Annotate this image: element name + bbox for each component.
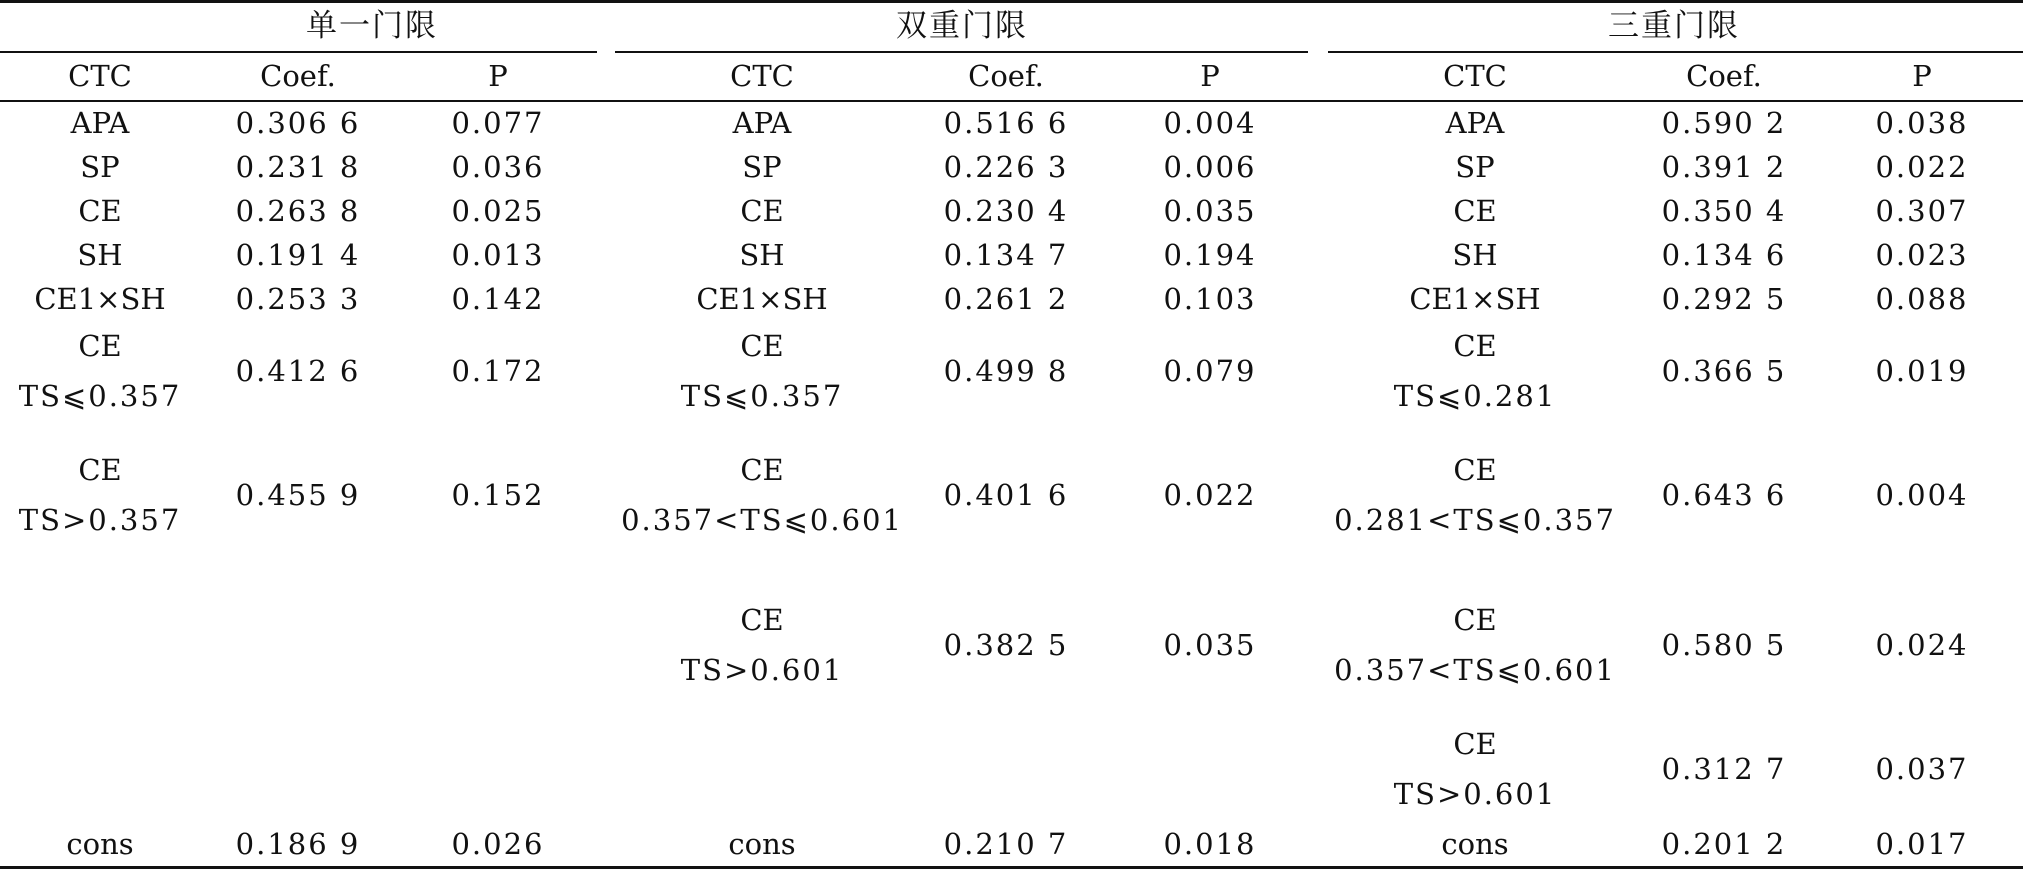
p-value-cell: 0.026 bbox=[451, 827, 545, 861]
coef-cell: 0.306 6 bbox=[235, 106, 361, 140]
row-label: APA bbox=[70, 106, 130, 140]
coef-cell: 0.350 4 bbox=[1661, 194, 1787, 228]
column-header: Coef. bbox=[968, 59, 1044, 93]
p-value-cell: 0.017 bbox=[1875, 827, 1969, 861]
row-label: SP bbox=[80, 150, 120, 184]
p-value-cell: 0.022 bbox=[1163, 478, 1257, 512]
group-title: 三重门限 bbox=[1608, 8, 1740, 44]
p-value-cell: 0.038 bbox=[1875, 106, 1969, 140]
coef-cell: 0.590 2 bbox=[1661, 106, 1787, 140]
header-bottom-rule bbox=[0, 100, 2023, 102]
row-label: cons bbox=[728, 827, 796, 861]
column-header: P bbox=[1200, 59, 1220, 93]
row-label: SH bbox=[1452, 238, 1498, 272]
coef-cell: 0.312 7 bbox=[1661, 752, 1787, 786]
row-label: CE1×SH bbox=[696, 282, 828, 316]
coef-cell: 0.382 5 bbox=[943, 628, 1069, 662]
p-value-cell: 0.025 bbox=[451, 194, 545, 228]
coef-cell: 0.210 7 bbox=[943, 827, 1069, 861]
coef-cell: 0.253 3 bbox=[235, 282, 361, 316]
p-value-cell: 0.103 bbox=[1163, 282, 1257, 316]
coef-cell: 0.263 8 bbox=[235, 194, 361, 228]
coef-cell: 0.412 6 bbox=[235, 354, 361, 388]
p-value-cell: 0.307 bbox=[1875, 194, 1969, 228]
p-value-cell: 0.142 bbox=[451, 282, 545, 316]
row-label-condition: TS⩽0.357 bbox=[18, 379, 182, 413]
coef-cell: 0.191 4 bbox=[235, 238, 361, 272]
p-value-cell: 0.172 bbox=[451, 354, 545, 388]
p-value-cell: 0.023 bbox=[1875, 238, 1969, 272]
p-value-cell: 0.077 bbox=[451, 106, 545, 140]
coef-cell: 0.516 6 bbox=[943, 106, 1069, 140]
coef-cell: 0.134 7 bbox=[943, 238, 1069, 272]
row-label-condition: TS>0.357 bbox=[18, 503, 182, 537]
group-underline bbox=[0, 51, 597, 53]
coef-cell: 0.580 5 bbox=[1661, 628, 1787, 662]
p-value-cell: 0.004 bbox=[1875, 478, 1969, 512]
column-header: P bbox=[488, 59, 508, 93]
row-label: CE1×SH bbox=[1409, 282, 1541, 316]
coef-cell: 0.134 6 bbox=[1661, 238, 1787, 272]
row-label: APA bbox=[1445, 106, 1505, 140]
table-top-rule bbox=[0, 0, 2023, 3]
coef-cell: 0.226 3 bbox=[943, 150, 1069, 184]
row-label-condition: TS>0.601 bbox=[1393, 777, 1557, 811]
row-label: CE bbox=[1453, 194, 1497, 228]
group-title: 单一门限 bbox=[306, 8, 438, 44]
column-header: CTC bbox=[1443, 59, 1507, 93]
coef-cell: 0.186 9 bbox=[235, 827, 361, 861]
p-value-cell: 0.194 bbox=[1163, 238, 1257, 272]
row-label: CE bbox=[78, 329, 122, 363]
column-header: Coef. bbox=[1686, 59, 1762, 93]
p-value-cell: 0.006 bbox=[1163, 150, 1257, 184]
p-value-cell: 0.004 bbox=[1163, 106, 1257, 140]
coef-cell: 0.230 4 bbox=[943, 194, 1069, 228]
row-label: CE bbox=[1453, 329, 1497, 363]
row-label-condition: TS⩽0.281 bbox=[1393, 379, 1557, 413]
coef-cell: 0.231 8 bbox=[235, 150, 361, 184]
row-label-condition: TS⩽0.357 bbox=[680, 379, 844, 413]
column-header: CTC bbox=[68, 59, 132, 93]
coef-cell: 0.499 8 bbox=[943, 354, 1069, 388]
p-value-cell: 0.036 bbox=[451, 150, 545, 184]
row-label: CE bbox=[740, 603, 784, 637]
p-value-cell: 0.013 bbox=[451, 238, 545, 272]
p-value-cell: 0.037 bbox=[1875, 752, 1969, 786]
coef-cell: 0.261 2 bbox=[943, 282, 1069, 316]
row-label: SP bbox=[742, 150, 782, 184]
column-header: P bbox=[1912, 59, 1932, 93]
row-label-condition: 0.281<TS⩽0.357 bbox=[1334, 503, 1616, 537]
coef-cell: 0.201 2 bbox=[1661, 827, 1787, 861]
row-label: CE bbox=[1453, 603, 1497, 637]
p-value-cell: 0.035 bbox=[1163, 194, 1257, 228]
group-underline bbox=[1328, 51, 2023, 53]
coef-cell: 0.401 6 bbox=[943, 478, 1069, 512]
row-label: CE bbox=[78, 194, 122, 228]
row-label: CE bbox=[740, 329, 784, 363]
p-value-cell: 0.152 bbox=[451, 478, 545, 512]
p-value-cell: 0.035 bbox=[1163, 628, 1257, 662]
coef-cell: 0.455 9 bbox=[235, 478, 361, 512]
group-title: 双重门限 bbox=[896, 8, 1028, 44]
coef-cell: 0.366 5 bbox=[1661, 354, 1787, 388]
column-header: CTC bbox=[730, 59, 794, 93]
p-value-cell: 0.088 bbox=[1875, 282, 1969, 316]
coef-cell: 0.292 5 bbox=[1661, 282, 1787, 316]
row-label-condition: TS>0.601 bbox=[680, 653, 844, 687]
coef-cell: 0.391 2 bbox=[1661, 150, 1787, 184]
row-label: SH bbox=[77, 238, 123, 272]
row-label: SH bbox=[739, 238, 785, 272]
row-label: CE1×SH bbox=[34, 282, 166, 316]
p-value-cell: 0.079 bbox=[1163, 354, 1257, 388]
column-header: Coef. bbox=[260, 59, 336, 93]
row-label: SP bbox=[1455, 150, 1495, 184]
row-label: cons bbox=[66, 827, 134, 861]
row-label: CE bbox=[740, 194, 784, 228]
p-value-cell: 0.018 bbox=[1163, 827, 1257, 861]
p-value-cell: 0.019 bbox=[1875, 354, 1969, 388]
row-label: APA bbox=[732, 106, 792, 140]
row-label: CE bbox=[78, 453, 122, 487]
group-underline bbox=[615, 51, 1308, 53]
row-label: CE bbox=[1453, 727, 1497, 761]
p-value-cell: 0.024 bbox=[1875, 628, 1969, 662]
row-label: CE bbox=[740, 453, 784, 487]
row-label: CE bbox=[1453, 453, 1497, 487]
table-bottom-rule bbox=[0, 866, 2023, 869]
coef-cell: 0.643 6 bbox=[1661, 478, 1787, 512]
row-label-condition: 0.357<TS⩽0.601 bbox=[621, 503, 903, 537]
p-value-cell: 0.022 bbox=[1875, 150, 1969, 184]
row-label: cons bbox=[1441, 827, 1509, 861]
row-label-condition: 0.357<TS⩽0.601 bbox=[1334, 653, 1616, 687]
